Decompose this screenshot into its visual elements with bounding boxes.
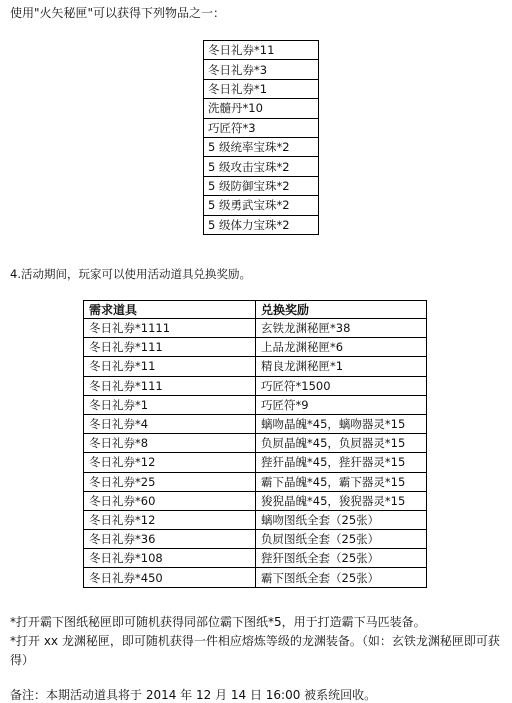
item-cell: 5 级勇武宝珠*2 xyxy=(204,196,319,215)
section-text: 4.活动期间，玩家可以使用活动道具兑换奖励。 xyxy=(10,267,251,281)
exchange-row xyxy=(84,491,427,510)
required-item-cell: 冬日礼券*111 xyxy=(84,376,256,395)
required-item-cell: 冬日礼券*450 xyxy=(84,568,256,587)
item-cell: 冬日礼券*1 xyxy=(204,79,319,98)
reward-cell: 巧匠符*9 xyxy=(256,395,427,414)
note-2: *打开 xx 龙渊秘匣，即可随机获得一件相应熔炼等级的龙渊装备。（如：玄铁龙渊秘匣即可获得） xyxy=(10,634,500,667)
item-row xyxy=(204,118,319,137)
exchange-row xyxy=(84,530,427,549)
required-item-cell: 冬日礼券*111 xyxy=(84,338,256,357)
exchange-row xyxy=(84,472,427,491)
required-item-cell: 冬日礼券*60 xyxy=(84,491,256,510)
reward-cell: 螭吻图纸全套（25张） xyxy=(256,510,427,529)
reward-cell: 狴犴图纸全套（25张） xyxy=(256,549,427,568)
intro-text: 使用"火矢秘匣"可以获得下列物品之一： xyxy=(10,6,226,20)
item-row xyxy=(204,196,319,215)
reward-cell: 狻猊晶魄*45，狻猊器灵*15 xyxy=(256,491,427,510)
item-row xyxy=(204,60,319,79)
reward-cell: 负屃晶魄*45，负屃器灵*15 xyxy=(256,434,427,453)
reward-cell: 上品龙渊秘匣*6 xyxy=(256,338,427,357)
required-item-cell: 冬日礼券*1 xyxy=(84,395,256,414)
item-cell: 冬日礼券*3 xyxy=(204,60,319,79)
reward-cell: 霸下图纸全套（25张） xyxy=(256,568,427,587)
item-list-table xyxy=(203,40,319,235)
exchange-table xyxy=(83,300,427,588)
item-cell: 5 级防御宝珠*2 xyxy=(204,176,319,195)
reward-cell: 狴犴晶魄*45，狴犴器灵*15 xyxy=(256,453,427,472)
item-cell: 洗髓丹*10 xyxy=(204,99,319,118)
reward-cell: 负屃图纸全套（25张） xyxy=(256,530,427,549)
item-row xyxy=(204,215,319,234)
required-item-cell: 冬日礼券*25 xyxy=(84,472,256,491)
required-item-cell: 冬日礼券*4 xyxy=(84,414,256,433)
item-cell: 冬日礼券*11 xyxy=(204,41,319,60)
item-cell: 5 级统率宝珠*2 xyxy=(204,137,319,156)
item-cell: 5 级体力宝珠*2 xyxy=(204,215,319,234)
exchange-row xyxy=(84,549,427,568)
required-item-cell: 冬日礼券*12 xyxy=(84,510,256,529)
header-reward: 兑换奖励 xyxy=(256,301,427,319)
note-1: *打开霸下图纸秘匣即可随机获得同部位霸下图纸*5，用于打造霸下马匹装备。 xyxy=(10,615,426,629)
reward-cell: 巧匠符*1500 xyxy=(256,376,427,395)
exchange-row xyxy=(84,319,427,338)
required-item-cell: 冬日礼券*108 xyxy=(84,549,256,568)
exchange-row xyxy=(84,376,427,395)
exchange-header-row xyxy=(84,301,427,319)
reward-cell: 精良龙渊秘匣*1 xyxy=(256,357,427,376)
exchange-row xyxy=(84,453,427,472)
reward-cell: 霸下晶魄*45，霸下器灵*15 xyxy=(256,472,427,491)
exchange-row xyxy=(84,434,427,453)
item-row xyxy=(204,99,319,118)
item-row xyxy=(204,157,319,176)
exchange-row xyxy=(84,357,427,376)
reward-cell: 玄铁龙渊秘匣*38 xyxy=(256,319,427,338)
exchange-row xyxy=(84,568,427,587)
exchange-row xyxy=(84,395,427,414)
reward-cell: 螭吻晶魄*45，螭吻器灵*15 xyxy=(256,414,427,433)
item-cell: 5 级攻击宝珠*2 xyxy=(204,157,319,176)
exchange-row xyxy=(84,414,427,433)
item-row xyxy=(204,137,319,156)
remark-text: 备注：本期活动道具将于 2014 年 12 月 14 日 16:00 被系统回收。 xyxy=(10,688,377,702)
exchange-row xyxy=(84,338,427,357)
item-cell: 巧匠符*3 xyxy=(204,118,319,137)
item-row xyxy=(204,79,319,98)
required-item-cell: 冬日礼券*11 xyxy=(84,357,256,376)
header-required-item: 需求道具 xyxy=(84,301,256,319)
item-row xyxy=(204,176,319,195)
required-item-cell: 冬日礼券*36 xyxy=(84,530,256,549)
exchange-row xyxy=(84,510,427,529)
required-item-cell: 冬日礼券*1111 xyxy=(84,319,256,338)
required-item-cell: 冬日礼券*12 xyxy=(84,453,256,472)
required-item-cell: 冬日礼券*8 xyxy=(84,434,256,453)
item-row xyxy=(204,41,319,60)
